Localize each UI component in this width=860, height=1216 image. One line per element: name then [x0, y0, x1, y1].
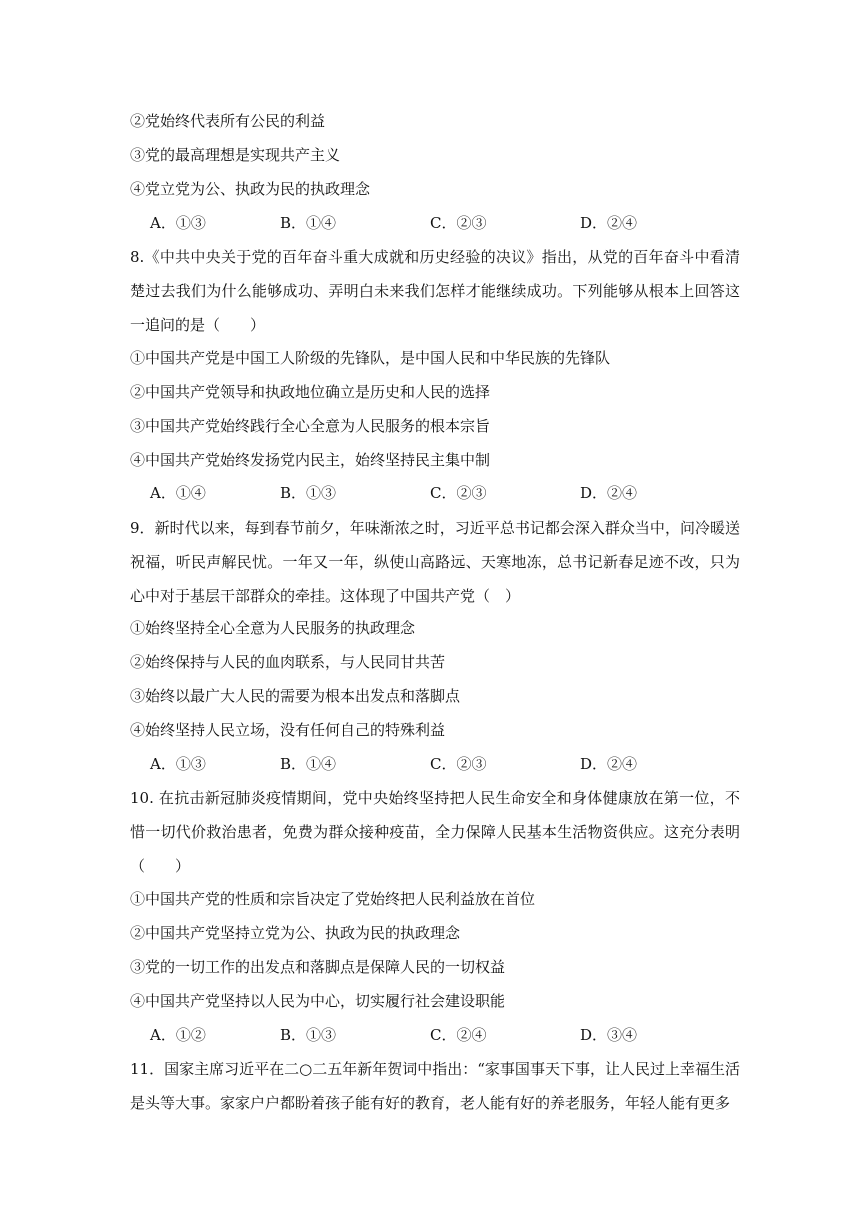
q8-option-c: C．②③ [430, 484, 487, 502]
q10-statement-3: ③党的一切工作的出发点和落脚点是保障人民的一切权益 [130, 958, 506, 976]
q8-stem: 8.《中共中央关于党的百年奋斗重大成就和历史经验的决议》指出，从党的百年奋斗中看清楚过去我们为什么能够成功、弄明白未来我们怎样才能继续成功。下列能够从根本上回答这一追问的是（ ） [130, 248, 740, 334]
q10-option-c: C．②④ [430, 1026, 487, 1044]
q10-statement-4: ④中国共产党坚持以人民为中心，切实履行社会建设职能 [130, 992, 506, 1010]
q8-statement-4: ④中国共产党始终发扬党内民主，始终坚持民主集中制 [130, 451, 491, 469]
q10-option-a: A．①② [150, 1026, 206, 1044]
q9-option-c: C．②③ [430, 755, 487, 773]
q8-statement-2: ②中国共产党领导和执政地位确立是历史和人民的选择 [130, 383, 491, 401]
q9-stem: 9．新时代以来，每到春节前夕，年味渐浓之时，习近平总书记都会深入群众当中，问冷暖送祝福，听民声解民忧。一年又一年，纵使山高路远、天寒地冻，总书记新春足迹不改，只为心中对于基层干部群众的牵挂。这体现了中国共产党（ ） [130, 519, 740, 605]
q9-option-d: D．②④ [580, 755, 638, 773]
q9-statement-2: ②始终保持与人民的血肉联系，与人民同甘共苦 [130, 653, 446, 671]
q9-statement-1: ①始终坚持全心全意为人民服务的执政理念 [130, 619, 416, 637]
q7-option-c: C．②③ [430, 214, 487, 232]
q10-stem: 10. 在抗击新冠肺炎疫情期间，党中央始终坚持把人民生命安全和身体健康放在第一位，不惜一切代价救治患者，免费为群众接种疫苗，全力保障人民基本生活物资供应。这充分表明（ ） [130, 789, 740, 875]
q9-option-a: A．①③ [150, 755, 206, 773]
q8-option-b: B．①③ [280, 484, 337, 502]
q8-option-d: D．②④ [580, 484, 638, 502]
q9-option-b: B．①④ [280, 755, 337, 773]
q10-option-b: B．①③ [280, 1026, 337, 1044]
q7-statement-4: ④党立党为公、执政为民的执政理念 [130, 180, 371, 198]
q10-option-d: D．③④ [580, 1026, 638, 1044]
q10-statement-1: ①中国共产党的性质和宗旨决定了党始终把人民利益放在首位 [130, 890, 536, 908]
q7-statement-2: ②党始终代表所有公民的利益 [130, 112, 326, 130]
q8-statement-3: ③中国共产党始终践行全心全意为人民服务的根本宗旨 [130, 417, 491, 435]
q11-stem: 11．国家主席习近平在二○二五年新年贺词中指出：“家事国事天下事，让人民过上幸福生活是头等大事。家家户户都盼着孩子能有好的教育，老人能有好的养老服务，年轻人能有更多 [130, 1060, 740, 1112]
q7-option-b: B．①④ [280, 214, 337, 232]
q8-options [150, 483, 710, 503]
q7-option-d: D．②④ [580, 214, 638, 232]
q9-options [150, 754, 710, 774]
q9-statement-4: ④始终坚持人民立场，没有任何自己的特殊利益 [130, 721, 446, 739]
q8-option-a: A．①④ [150, 484, 206, 502]
q7-statement-3: ③党的最高理想是实现共产主义 [130, 146, 341, 164]
q8-statement-1: ①中国共产党是中国工人阶级的先锋队，是中国人民和中华民族的先锋队 [130, 349, 611, 367]
q7-options [150, 213, 710, 233]
q10-statement-2: ②中国共产党坚持立党为公、执政为民的执政理念 [130, 924, 461, 942]
q9-statement-3: ③始终以最广大人民的需要为根本出发点和落脚点 [130, 687, 461, 705]
q10-options [150, 1025, 710, 1045]
q7-option-a: A．①③ [150, 214, 206, 232]
